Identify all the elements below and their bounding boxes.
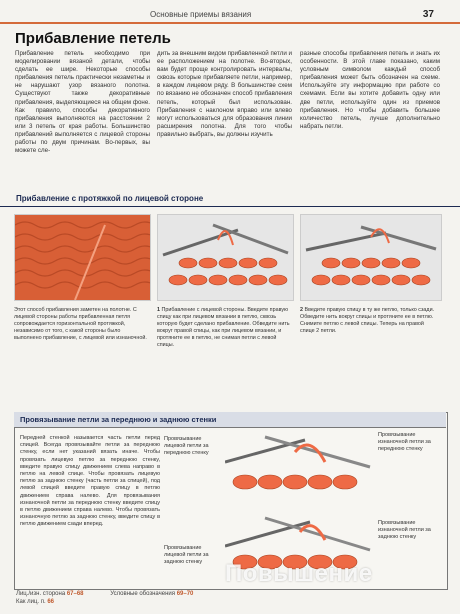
step-1-number: 1: [157, 307, 160, 313]
footer-ref-pages-3[interactable]: 66: [47, 599, 55, 605]
front-loop-illustration: [225, 432, 375, 502]
step-1-illustration: [157, 214, 294, 301]
section-1-rule: [0, 206, 460, 207]
step-1-text: Прибавление с лицевой стороны. Введите правую спицу как при лицевом вязании в петлю, сквозь которую будет сделано прибавление. Обведите нить вокруг правой спицы, как при лицевом вязании, и протяните ее в петлю, не снимая петли с левой спицы.: [157, 307, 290, 348]
section-1-title: Прибавление с протяжкой по лицевой стороне: [16, 194, 204, 203]
label-knit-front: Провязывание лицевой петли за переднюю стенку: [164, 436, 209, 456]
page-title: Прибавление петель: [15, 30, 171, 47]
footer-ref-pages-1[interactable]: 67–68: [66, 591, 84, 597]
section-2-header: [14, 412, 446, 428]
intro-text-2: дить за внешним видом прибавленной петли и ее расположением на полотне. Во-вторых, вам будет проще контролировать интервалы, сквозь которые прибавляете петли, например, в каждом лицевом ряду. В большинстве схем по вязанию не обозначен способ прибавления петель, который был использован. Прибавления с наклоном вправо или влево могут использоваться для образования линии расширения полотна. Для того чтобы правильно выбрать, вы должны изучить: [157, 50, 292, 138]
footer-line-1: [16, 590, 193, 598]
footer-ref-label-2: Условные обозначения: [110, 591, 176, 597]
step-2-number: 2: [300, 307, 303, 313]
step-2-drawing: [301, 215, 441, 300]
footer-line-2: [16, 598, 193, 606]
front-loop-drawing: [225, 432, 375, 502]
step-2-caption: [300, 307, 440, 335]
intro-text-1: Прибавление петель необходимо при моделировании вязаной детали, чтобы сделать ее шире. Некоторые способы прибавления петель практически незаметны и не нарушают узор вязаного полотна. Существуют также декоративные прибавления, выделяющиеся на общем фоне. Как правило, способы декоративного прибавления выполняются на расстоянии 2 или 3 петель от края работы. Большинство прибавлений выполняется с лицевой стороны работы по двум причинам. Во-первых, вы можете сле-: [15, 50, 150, 155]
step-2-illustration: [300, 214, 442, 301]
section-2-text: Передней стенкой называется часть петли перед спицей. Всегда провязывайте петли за переднюю стенку, если нет указаний вязать иначе. Чтобы провязать лицевую петлю за переднюю стенку, введите правую спицу движением слева направо в петлю на левой спице. Чтобы провязать лицевую петлю за заднюю стенку (часть петли за спицей), под левой спицей введите правую спицу в петлю движением справа налево. Для провязывания изнаночной петли за переднюю стенку введите спицу в петлю движением справа налево. Чтобы провязать изнаночную петлю за заднюю стенку, введите спицу в петлю движением сзади вперед.: [20, 435, 160, 528]
intro-text-3: разные способы прибавления петель и знать их особенности. В этой главе показано, каким условным символом каждый способ прибавления может быть обозначен на схеме. Используйте эту информацию при работе со схемами. Если вы хотите добавить одну или две петли, используйте один из приемов прибавления. Но чтобы добавить большее количество петель, лучше дополнительно набрать петли.: [300, 50, 440, 130]
swatch-caption: Этот способ прибавления заметен на полотне. С лицевой стороны работы прибавленная петля сопровождается горизонтальной протяжкой, независимо от того, с какой стороны было выполнено прибавление, с лицевой или изнаночной.: [14, 307, 147, 341]
footer-ref-label-1: Лиц./изн. сторона: [16, 591, 66, 597]
intro-column-2: [157, 50, 292, 139]
section-2-title: Провязывание петли за переднюю и заднюю стенки: [20, 415, 217, 424]
knit-swatch-illustration: [15, 215, 150, 300]
footer-cross-references: [16, 590, 193, 606]
knit-swatch-photo: [14, 214, 151, 301]
intro-column-1: [15, 50, 150, 155]
page-number: 37: [422, 9, 434, 20]
label-purl-front: Провязывание изнаночной петли за переднюю стенку: [378, 432, 431, 452]
step-1-caption: [157, 307, 292, 349]
step-2-text: Введите правую спицу в ту же петлю, только сзади. Обведите нить вокруг спицы и протяните ее в петлю. Снимите петлю с левой спицы. Теперь на правой спице 2 петли.: [300, 307, 435, 334]
step-1-drawing: [158, 215, 293, 300]
header-rule: [0, 22, 460, 24]
watermark: Повышение: [225, 560, 373, 587]
footer-ref-label-3: Как лиц. п.: [16, 599, 46, 605]
label-knit-back: Провязывание лицевой петли за заднюю стенку: [164, 545, 209, 565]
running-header-title: Основные приемы вязания: [150, 10, 252, 19]
footer-ref-pages-2[interactable]: 69–70: [176, 591, 194, 597]
intro-column-3: [300, 50, 440, 131]
label-purl-back: Провязывание изнаночной петли за заднюю стенку: [378, 520, 431, 540]
